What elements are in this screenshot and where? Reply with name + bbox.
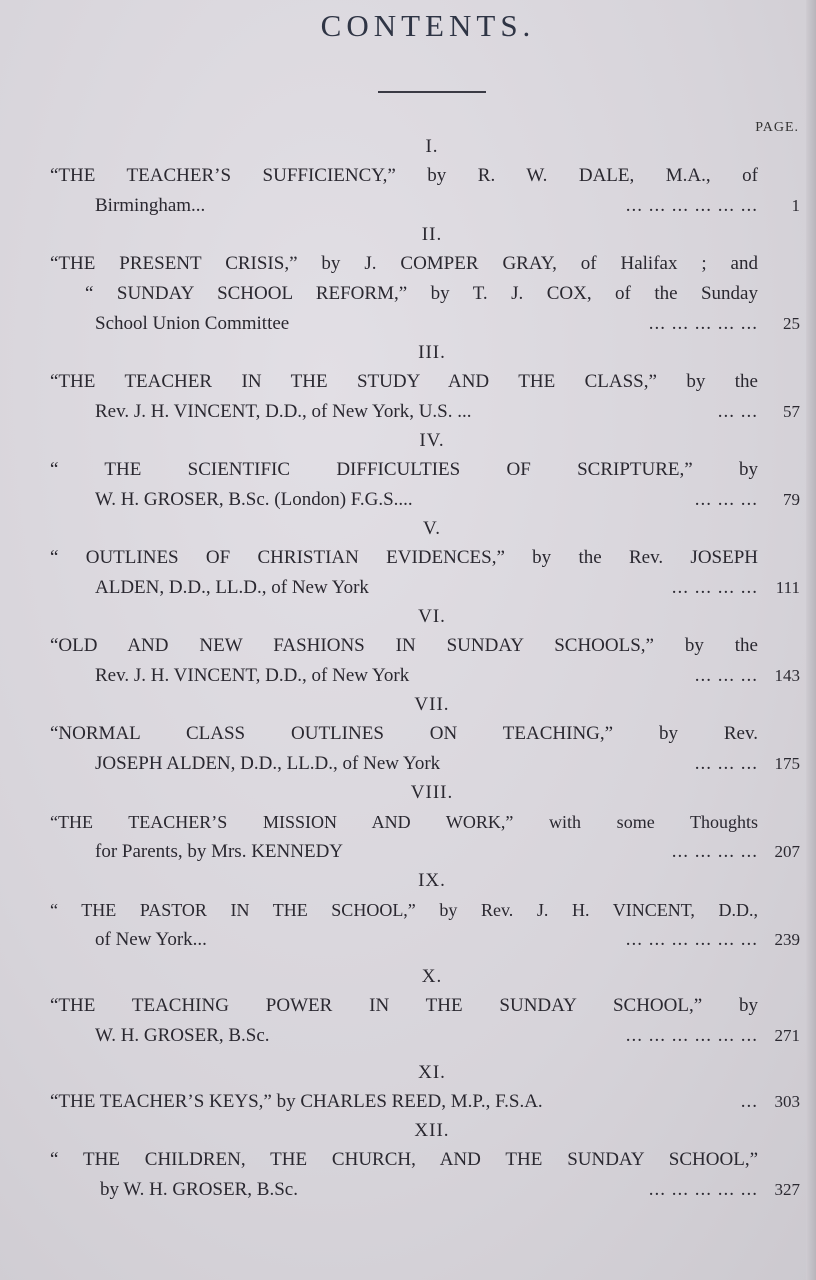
dot-leaders: ... ... ... ... ... bbox=[648, 1179, 758, 1200]
entry-title-line: “THE TEACHER IN THE STUDY AND THE CLASS,” by the bbox=[50, 371, 758, 392]
entry-title-line: “OLD AND NEW FASHIONS IN SUNDAY SCHOOLS,” by the bbox=[50, 635, 758, 656]
page-column-header: PAGE. bbox=[755, 120, 799, 135]
contents-entry bbox=[0, 515, 816, 603]
entry-title-line: W. H. GROSER, B.Sc. bbox=[95, 1025, 270, 1046]
contents-entry bbox=[0, 427, 816, 515]
contents-entry bbox=[0, 779, 816, 867]
entry-title-line: W. H. GROSER, B.Sc. (London) F.G.S.... bbox=[95, 489, 413, 510]
entry-numeral: IV. bbox=[419, 430, 445, 451]
dot-leaders: ... ... ... ... ... ... bbox=[625, 195, 758, 216]
entry-title-line: “THE TEACHER’S SUFFICIENCY,” by R. W. DALE, M.A., of bbox=[50, 165, 758, 186]
entry-title-line: Rev. J. H. VINCENT, D.D., of New York, U.S. ... bbox=[95, 401, 472, 422]
dot-leaders: ... ... bbox=[717, 401, 758, 422]
entry-page-number: 271 bbox=[774, 1026, 800, 1045]
entry-title-line: ALDEN, D.D., LL.D., of New York bbox=[95, 577, 369, 598]
entry-numeral: VII. bbox=[414, 694, 450, 715]
entry-title-line: “THE TEACHER’S MISSION AND WORK,” with some Thoughts bbox=[50, 812, 758, 832]
contents-entry bbox=[0, 691, 816, 779]
entry-title-line: by W. H. GROSER, B.Sc. bbox=[100, 1179, 298, 1200]
contents-entry bbox=[0, 133, 816, 221]
entry-numeral: IX. bbox=[418, 870, 446, 891]
dot-leaders: ... ... ... ... ... ... bbox=[625, 1025, 758, 1046]
contents-entry bbox=[0, 339, 816, 427]
page-title: CONTENTS. bbox=[320, 8, 536, 43]
entry-page-number: 25 bbox=[783, 314, 800, 333]
title-rule bbox=[378, 91, 486, 93]
entry-title-line: Rev. J. H. VINCENT, D.D., of New York bbox=[95, 665, 410, 686]
contents-entry bbox=[0, 221, 816, 339]
entry-numeral: X. bbox=[421, 966, 443, 987]
entry-page-number: 327 bbox=[774, 1180, 800, 1199]
entry-numeral: XI. bbox=[418, 1062, 446, 1083]
entry-numeral: I. bbox=[425, 136, 439, 157]
entry-numeral: III. bbox=[418, 342, 446, 363]
entry-title-line: JOSEPH ALDEN, D.D., LL.D., of New York bbox=[95, 753, 441, 774]
entry-page-number: 79 bbox=[783, 490, 800, 509]
entry-title-line: “ THE PASTOR IN THE SCHOOL,” by Rev. J. H. VINCENT, D.D., bbox=[50, 900, 758, 920]
dot-leaders: ... ... ... ... ... bbox=[648, 313, 758, 334]
contents-entry bbox=[0, 603, 816, 691]
entry-numeral: XII. bbox=[414, 1120, 450, 1141]
entry-title-line: for Parents, by Mrs. KENNEDY bbox=[95, 841, 344, 862]
dot-leaders: ... ... ... ... bbox=[671, 841, 758, 862]
entry-page-number: 175 bbox=[774, 754, 800, 773]
entry-title-line: “ OUTLINES OF CHRISTIAN EVIDENCES,” by the Rev. JOSEPH bbox=[50, 547, 758, 568]
contents-entry bbox=[0, 867, 816, 955]
contents-list bbox=[0, 133, 816, 1205]
dot-leaders: ... ... ... bbox=[694, 489, 758, 510]
entry-title-line: “ THE SCIENTIFIC DIFFICULTIES OF SCRIPTURE,” by bbox=[50, 459, 758, 480]
dot-leaders: ... ... ... bbox=[694, 665, 758, 686]
entry-title-line: of New York... bbox=[95, 929, 207, 950]
dot-leaders: ... ... ... ... bbox=[671, 577, 758, 598]
entry-title-line: Birmingham... bbox=[95, 195, 206, 216]
entry-page-number: 239 bbox=[774, 930, 800, 949]
entry-numeral: II. bbox=[421, 224, 443, 245]
entry-page-number: 303 bbox=[774, 1092, 800, 1111]
dot-leaders: ... ... ... bbox=[694, 753, 758, 774]
dot-leaders: ... ... ... ... ... ... bbox=[625, 929, 758, 950]
contents-entry bbox=[0, 963, 816, 1051]
entry-page-number: 1 bbox=[791, 196, 800, 215]
entry-title-line: School Union Committee bbox=[95, 313, 290, 334]
entry-numeral: VI. bbox=[418, 606, 446, 627]
entry-title-line: “ THE CHILDREN, THE CHURCH, AND THE SUNDAY SCHOOL,” bbox=[50, 1149, 758, 1170]
entry-page-number: 143 bbox=[774, 666, 800, 685]
entry-title-line: “ SUNDAY SCHOOL REFORM,” by T. J. COX, of the Sunday bbox=[85, 283, 758, 304]
entry-title-line: “NORMAL CLASS OUTLINES ON TEACHING,” by Rev. bbox=[50, 723, 758, 744]
entry-title-line: “THE TEACHER’S KEYS,” by CHARLES REED, M.P., F.S.A. bbox=[50, 1091, 543, 1112]
entry-numeral: VIII. bbox=[410, 782, 454, 803]
contents-entry bbox=[0, 1117, 816, 1205]
entry-title-line: “THE PRESENT CRISIS,” by J. COMPER GRAY, of Halifax ; and bbox=[50, 253, 758, 274]
entry-page-number: 207 bbox=[774, 842, 800, 861]
entry-page-number: 111 bbox=[775, 578, 800, 597]
entry-page-number: 57 bbox=[783, 402, 800, 421]
entry-title-line: “THE TEACHING POWER IN THE SUNDAY SCHOOL,” by bbox=[50, 995, 758, 1016]
dot-leaders: ... bbox=[740, 1091, 758, 1112]
contents-entry bbox=[0, 1059, 816, 1117]
entry-numeral: V. bbox=[422, 518, 442, 539]
